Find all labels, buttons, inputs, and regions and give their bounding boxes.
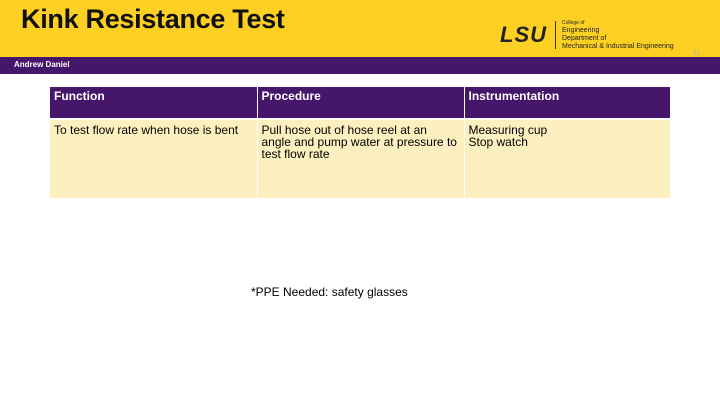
ppe-note: *PPE Needed: safety glasses: [251, 285, 408, 299]
lsu-logo: [500, 18, 710, 52]
instrument-measuring-cup: Measuring cup: [468, 123, 548, 137]
logo-text: [562, 19, 674, 51]
logo-department-of: Department of: [562, 35, 607, 42]
lsu-logo-mark: LSU: [500, 22, 547, 47]
author-name: Andrew Daniel: [14, 60, 70, 69]
cell-function: To test flow rate when hose is bent: [50, 119, 257, 198]
table-header-row: [50, 87, 670, 119]
table-row: [50, 119, 670, 198]
test-table: [50, 87, 670, 198]
instrument-stop-watch: Stop watch: [468, 135, 528, 149]
header-instrumentation: Instrumentation: [464, 87, 670, 119]
slide-number: 21: [693, 51, 700, 57]
logo-college-of: College of: [562, 20, 585, 26]
slide-title: Kink Resistance Test: [21, 4, 285, 34]
header-function: Function: [50, 87, 257, 119]
author-bar: [0, 57, 720, 74]
logo-department-name: Mechanical & Industrial Engineering: [562, 43, 674, 50]
logo-engineering: Engineering: [562, 27, 600, 34]
logo-divider: [555, 21, 556, 49]
header-procedure: Procedure: [257, 87, 464, 119]
cell-instrumentation: [464, 119, 670, 198]
cell-procedure: Pull hose out of hose reel at an angle and pump water at pressure to test flow rate: [257, 119, 464, 198]
